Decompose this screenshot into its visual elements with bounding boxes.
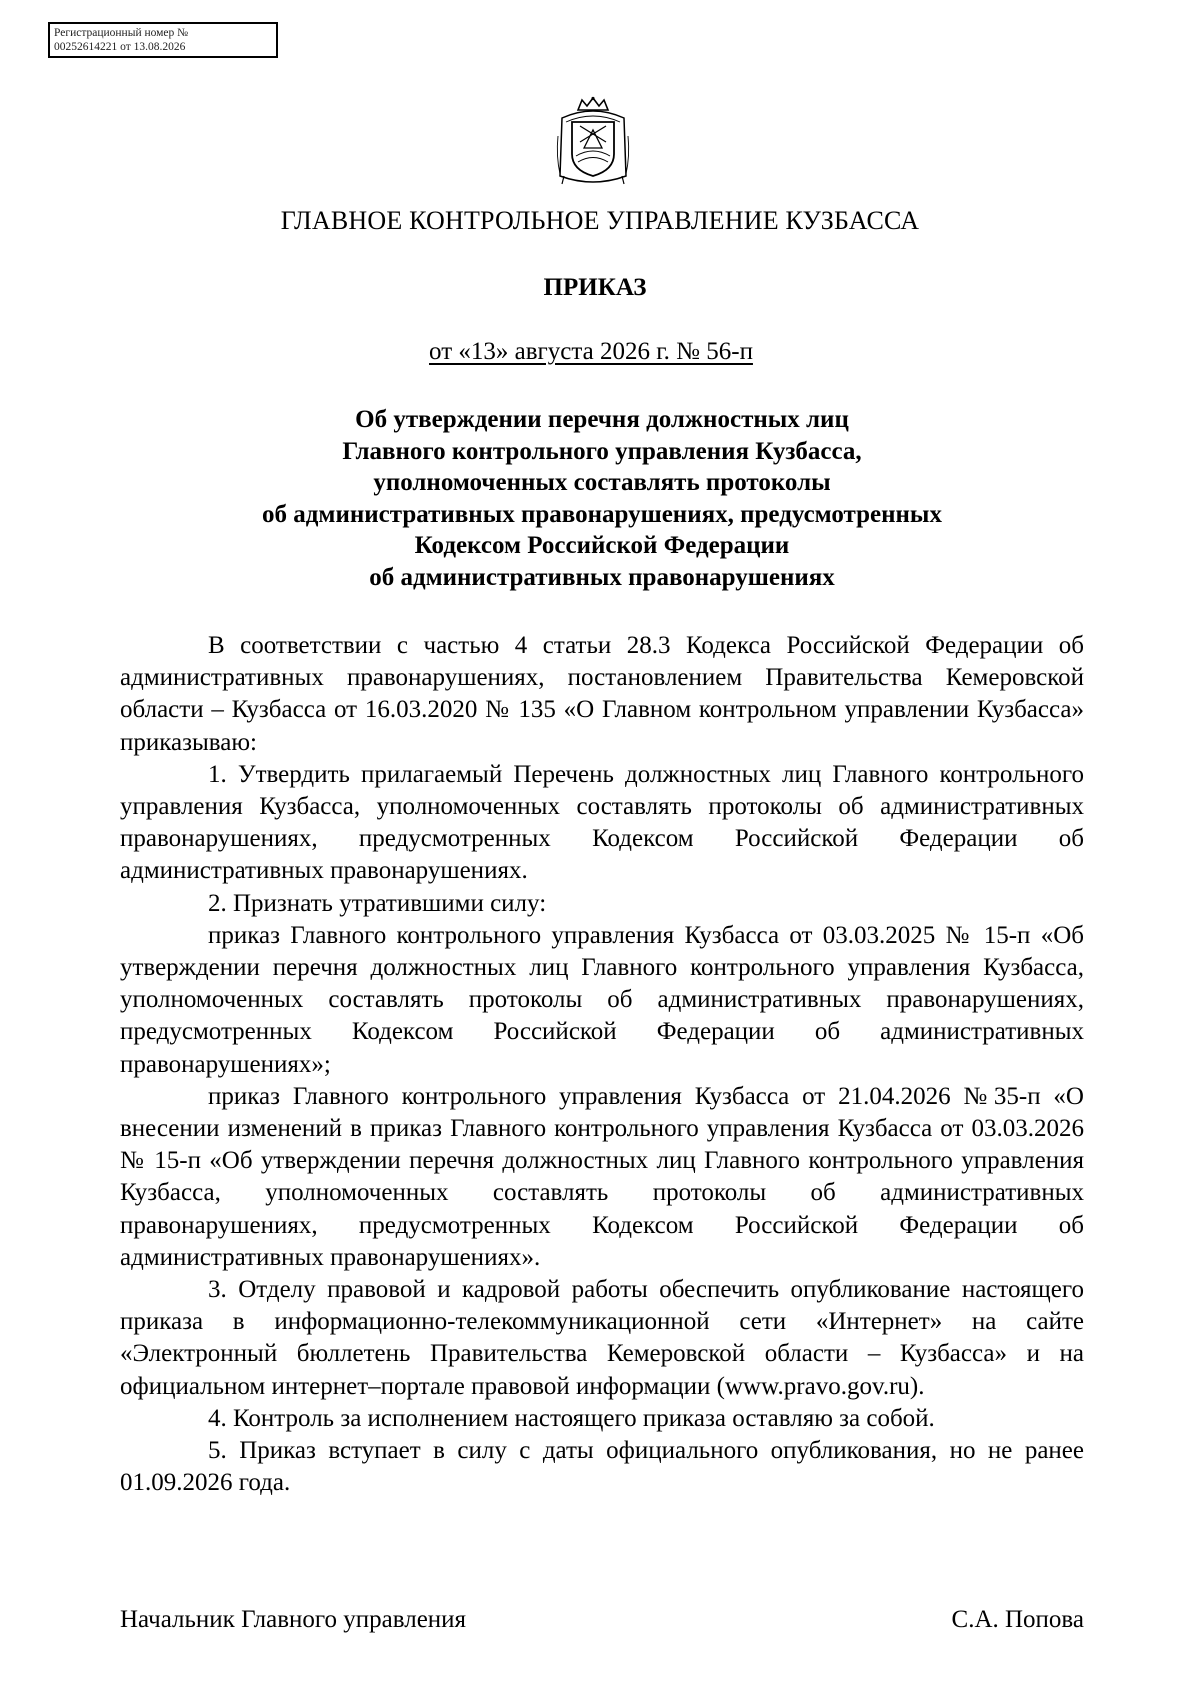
registration-stamp — [48, 22, 278, 58]
title-line: Кодексом Российской Федерации — [414, 532, 790, 559]
registration-line-2: 00252614221 от 13.08.2026 — [54, 41, 186, 53]
title-line: об административных правонарушениях — [369, 563, 835, 591]
document-title — [120, 404, 1084, 593]
body-paragraph: 4. Контроль за исполнением настоящего приказа оставляю за собой. — [208, 1404, 935, 1432]
document-type: ПРИКАЗ — [543, 274, 647, 301]
body-paragraph: 2. Признать утратившими силу: — [208, 889, 547, 917]
signature-block — [120, 1606, 1084, 1634]
signatory-name: С.А. Попова — [951, 1606, 1084, 1633]
document-body — [120, 630, 1084, 1499]
body-paragraph: 1. Утвердить прилагаемый Перечень должностных лиц Главного контрольного управления Кузбасса, уполномоченных составлять протоколы об административных правонарушениях, предусмотренных Кодексом Российской Федерации об административных правонарушениях. — [120, 760, 1084, 885]
signatory-position: Начальник Главного управления — [120, 1606, 467, 1633]
coat-of-arms-icon — [554, 96, 632, 186]
body-paragraph: приказ Главного контрольного управления Кузбасса от 03.03.2025 № 15-п «Об утверждении перечня должностных лиц Главного контрольного управления Кузбасса, уполномоченных составлять протоколы об административных правонарушениях, предусмотренных Кодексом Российской Федерации об административных правонарушениях»; — [120, 921, 1084, 1078]
organization-name: ГЛАВНОЕ КОНТРОЛЬНОЕ УПРАВЛЕНИЕ КУЗБАССА — [280, 206, 920, 235]
title-line: Главного контрольного управления Кузбасса, — [342, 437, 862, 465]
registration-line-1: Регистрационный номер № — [54, 27, 189, 39]
body-paragraph: приказ Главного контрольного управления Кузбасса от 21.04.2026 №35-п «О внесении изменений в приказ Главного контрольного управления Кузбасса от 03.03.2026 № 15-п «Об утверждении перечня должностных лиц Главного контрольного управления Кузбасса, уполномоченных составлять протоколы об административных правонарушениях, предусмотренных Кодексом Российской Федерации об административных правонарушениях». — [120, 1082, 1084, 1271]
title-line: об административных правонарушениях, предусмотренных — [262, 500, 942, 528]
title-line: Об утверждении перечня должностных лиц — [355, 406, 849, 433]
document-date-number: от «13» августа 2026 г. № 56-п — [429, 338, 753, 365]
title-line: уполномоченных составлять протоколы — [373, 469, 831, 496]
body-paragraph: 5. Приказ вступает в силу с даты официального опубликования, но не ранее 01.09.2026 года. — [120, 1437, 1084, 1497]
body-paragraph: В соответствии с частью 4 статьи 28.3 Кодекса Российской Федерации об административных правонарушениях, постановлением Правительства Кемеровской области – Кузбасса от 16.03.2020 № 135 «О Главном контрольном управлении Кузбасса» приказываю: — [120, 632, 1084, 756]
body-paragraph: 3. Отделу правовой и кадровой работы обеспечить опубликование настоящего приказа в информационно-телекоммуникационной сети «Интернет» на сайте «Электронный бюллетень Правительства Кемеровской области – Кузбасса» и на официальном интернет–портале правовой информации (www.pravo.gov.ru). — [120, 1276, 1084, 1400]
